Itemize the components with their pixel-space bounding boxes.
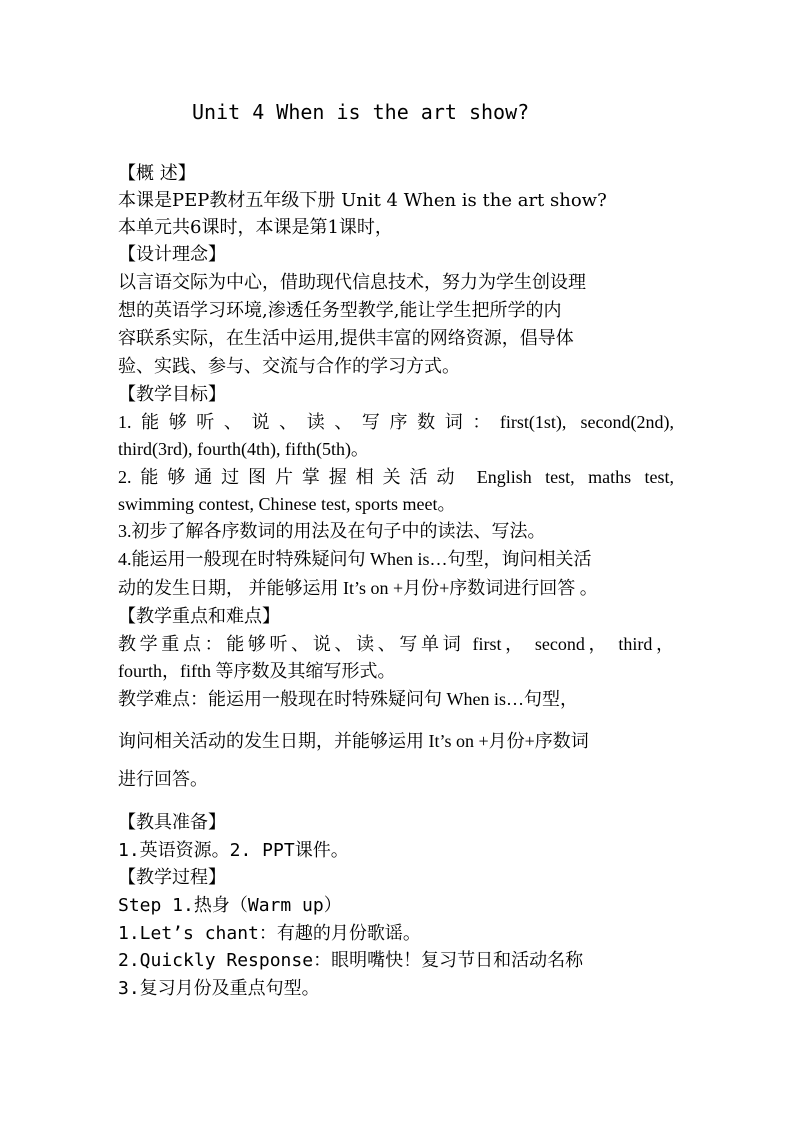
goals-line-3: 2.能够通过图片掌握相关活动 English test, maths test, (118, 467, 674, 487)
goals-line-2: third(3rd), fourth(4th), fifth(5th)。 (118, 439, 369, 459)
materials-line-1: 1.英语资源。2. PPT课件。 (118, 840, 349, 861)
goals-line-7: 动的发生日期， 并能够运用 It’s on +月份+序数词进行回答 。 (118, 578, 598, 598)
process-heading: 【教学过程】 (118, 867, 226, 888)
concept-line-2: 想的英语学习环境,渗透任务型教学,能让学生把所学的内 (118, 300, 562, 321)
document-title: Unit 4 When is the art show? (192, 100, 530, 124)
materials-heading: 【教具准备】 (118, 812, 226, 833)
goals-line-5: 3.初步了解各序数词的用法及在句子中的读法、写法。 (118, 521, 546, 541)
overview-heading: 【概 述】 (118, 163, 196, 184)
process-line-4: 3.复习月份及重点句型。 (118, 978, 320, 999)
key-points-line-3: 教学难点：能运用一般现在时特殊疑问句 When is…句型， (118, 689, 578, 709)
process-line-2: 1.Let’s chant：有趣的月份歌谣。 (118, 923, 421, 944)
overview-line-1: 本课是PEP教材五年级下册 Unit 4 When is the art show? (118, 190, 607, 211)
goals-line-6: 4.能运用一般现在时特殊疑问句 When is…句型，询问相关活 (118, 549, 592, 569)
goals-line-1: 1.能够听、说、读、写序数词：first(1st), second(2nd), (118, 412, 674, 432)
key-points-line-5: 进行回答。 (118, 769, 208, 789)
key-points-line-2: fourth，fifth 等序数及其缩写形式。 (118, 661, 396, 681)
concept-heading: 【设计理念】 (118, 244, 226, 265)
key-points-line-4: 询问相关活动的发生日期，并能够运用 It’s on +月份+序数词 (118, 731, 589, 751)
key-points-heading: 【教学重点和难点】 (118, 606, 280, 627)
concept-line-4: 验、实践、参与、交流与合作的学习方式。 (118, 356, 460, 377)
concept-line-1: 以言语交际为中心，借助现代信息技术，努力为学生创设理 (118, 272, 586, 293)
key-points-line-1: 教学重点：能够听、说、读、写单词 first， second， third， (118, 634, 674, 654)
process-line-1: Step 1.热身（Warm up） (118, 895, 342, 916)
overview-line-2: 本单元共6课时，本课是第1课时， (118, 217, 393, 238)
concept-line-3: 容联系实际，在生活中运用,提供丰富的网络资源，倡导体 (118, 328, 574, 349)
process-line-3: 2.Quickly Response：眼明嘴快！复习节日和活动名称 (118, 950, 584, 971)
goals-line-4: swimming contest, Chinese test, sports meet。 (118, 494, 456, 514)
goals-heading: 【教学目标】 (118, 384, 226, 405)
